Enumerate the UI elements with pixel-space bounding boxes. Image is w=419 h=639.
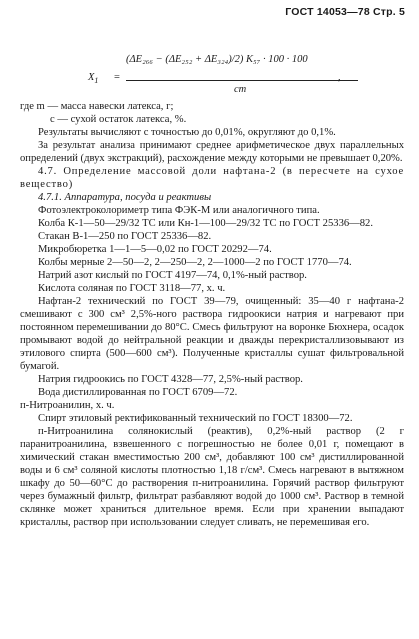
subsection-heading: 4.7.1. Аппаратура, посуда и реактивы <box>38 192 212 203</box>
definition-c: c — сухой остаток латекса, %. <box>50 114 187 125</box>
paragraph: Нафтан-2 технический по ГОСТ 39—79, очищенный: 35—40 г нафтана-2 смешивают с 300 см³ 2,5%-ного раствора гидроокиси натрия и нагревают при постоянном перемешивании до 80°С. Смесь фильтруют на воронке Бюхнера, осадок промывают водой до нейтральной реакции и дважды перекристаллизовывают из этилового спирта (500—600 см³). Полученные кристаллы сушат фильтровальной бумагой. <box>20 296 404 372</box>
paragraph: Кислота соляная по ГОСТ 3118—77, х. ч. <box>38 283 226 294</box>
paragraph: За результат анализа принимают среднее арифметическое двух параллельных определений (двух экстракций), расхождение между которыми не превышает 0,20%. <box>20 140 404 164</box>
paragraph: п-Нитроанилин, х. ч. <box>20 400 115 411</box>
fraction-bar <box>126 80 358 81</box>
definition-m: где m — масса навески латекса, г; <box>20 101 174 112</box>
formula-comma: , <box>338 72 341 83</box>
section-heading: 4.7. Определение массовой доли нафтана-2 (в пересчете на сухое вещество) <box>20 166 404 190</box>
formula-numerator: (ΔE₂₆₆ − (ΔE₂₅₂ + ΔE₃₂₄)/2) K₅₇ · 100 · 100 <box>126 54 308 65</box>
paragraph: Колба К-1—50—29/32 ТС или Кн-1—100—29/32 ТС по ГОСТ 25336—82. <box>38 218 373 229</box>
paragraph: Колбы мерные 2—50—2, 2—250—2, 2—1000—2 по ГОСТ 1770—74. <box>38 257 352 268</box>
paragraph: Натрий азот кислый по ГОСТ 4197—74, 0,1%-ный раствор. <box>38 270 307 281</box>
paragraph: Натрия гидроокись по ГОСТ 4328—77, 2,5%-ный раствор. <box>38 374 303 385</box>
paragraph: Результаты вычисляют с точностью до 0,01%, округляют до 0,1%. <box>38 127 336 138</box>
formula-lhs: $X_1$ <box>88 72 99 86</box>
paragraph: п-Нитроанилина солянокислый (реактив), 0,2%-ный раствор (2 г паранитроанилина, взвешенного с погрешностью не более 0,01 г, помещают в химический стакан вместимостью 200 см³, добавляют 100 см³ дистиллированной воды и 6 см³ соляной кислоты плотностью 1,18 г/см³. Смесь нагревают в вытяжном шкафу до 50—60°С до растворения п-нитроанилина. Горячий раствор фильтруют через бумажный фильтр, фильтрат разбавляют водой до 1000 см³. Раствор в темной склянке может храниться длительное время. Если при хранении выпадают кристаллы, раствор при использовании следует сливать, не перемешивая его. <box>20 426 404 528</box>
paragraph: Вода дистиллированная по ГОСТ 6709—72. <box>38 387 238 398</box>
formula-denominator: cm <box>234 84 247 95</box>
paragraph: Спирт этиловый ректификованный технический по ГОСТ 18300—72. <box>38 413 353 424</box>
paragraph: Фотоэлектроколориметр типа ФЭК-М или аналогичного типа. <box>38 205 320 216</box>
page-header: ГОСТ 14053—78 Стр. 5 <box>285 6 405 18</box>
formula-fraction <box>126 54 338 95</box>
paragraph: Микробюретка 1—1—5—0,02 по ГОСТ 20292—74. <box>38 244 272 255</box>
formula-x1 <box>88 50 358 106</box>
document-body <box>20 100 404 529</box>
formula-equals: = <box>114 72 120 83</box>
paragraph: Стакан В-1—250 по ГОСТ 25336—82. <box>38 231 212 242</box>
